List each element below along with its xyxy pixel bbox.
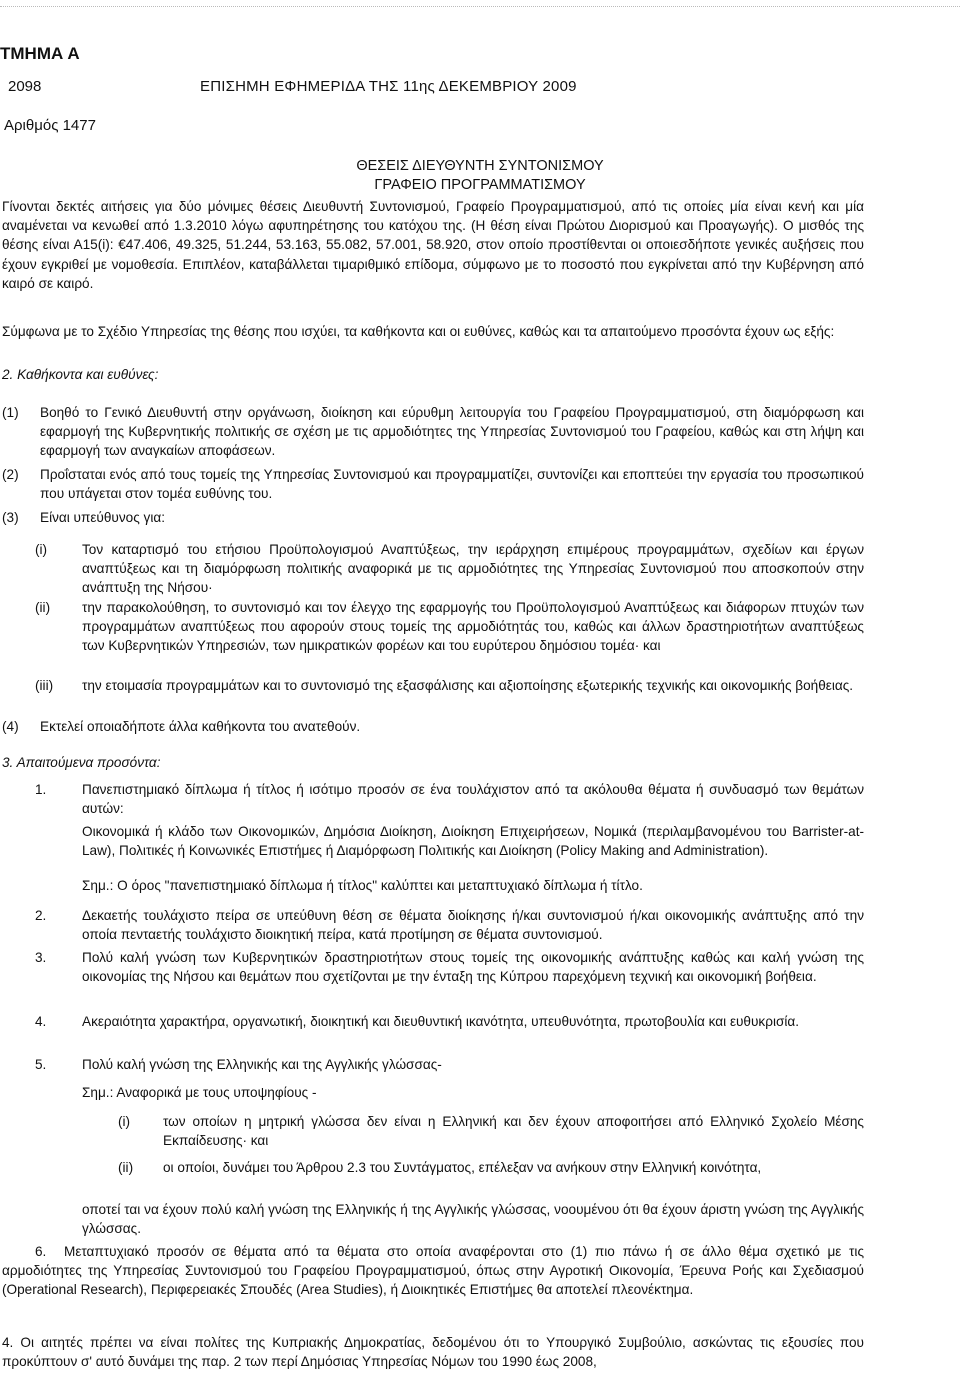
paragraph-4: 4. Οι αιτητές πρέπει να είναι πολίτες της Κυπριακής Δημοκρατίας, δεδομένου ότι το Υπουργικό Συμβούλιο, ασκώντας τις εξουσίες που προκύπτουν σ' αυτό δυνάμει της παρ. 2 των περί Δημόσιας Υπηρεσίας Νόμων του 1990 έως 2008, bbox=[2, 1335, 864, 1370]
intro-paragraph-2: Σύμφωνα με το Σχέδιο Υπηρεσίας της θέσης που ισχύει, τα καθήκοντα και οι ευθύνες, καθώς και τα απαιτούμενο προσόντα έχουν ως εξής: bbox=[2, 324, 835, 339]
subitem-text: των οποίων η μητρική γλώσσα δεν είναι η Ελληνική και δεν έχουν αποφοιτήσει από Ελληνικό Σχολείο Μέσης Εκπαίδευσης· και bbox=[163, 1114, 864, 1149]
subitem-text: την παρακολούθηση, το συντονισμό και τον έλεγχο της εφαρμογής του Προϋπολογισμού Αναπτύξεως και διάφορων πτυχών των προγραμμάτων αναπτύξεως που αφορούν στους τομείς της αρμοδιότητάς του, καθώς και άλλων δραστηριοτήτων αναπτύξεως των Κυβερνητικών Υπηρεσιών, των ημικρατικών φορέων και του ευρύτερου δημόσιου τομέα· και bbox=[82, 600, 864, 654]
qualification-text: Δεκαετής τουλάχιστο πείρα σε υπεύθυνη θέση σε θέματα διοίκησης ή/και συντονισμού ή/και οικονομικής ανάπτυξης από την οποία πενταετής τουλάχιστο διοικητική πείρα, κατά προτίμηση σε θέματα συντονισμού. bbox=[82, 908, 864, 943]
duty-text: Είναι υπεύθυνος για: bbox=[40, 510, 165, 525]
heading-line-2: ΓΡΑΦΕΙΟ ΠΡΟΓΡΑΜΜΑΤΙΣΜΟΥ bbox=[374, 177, 586, 193]
section-title: ΤΜΗΜΑ Α bbox=[0, 44, 80, 63]
heading-line-1: ΘΕΣΕΙΣ ΔΙΕΥΘΥΝΤΗ ΣΥΝΤΟΝΙΣΜΟΥ bbox=[356, 158, 604, 174]
qualification-number: 2. bbox=[35, 908, 47, 923]
subitem-number: (ii) bbox=[35, 600, 51, 615]
intro-paragraph-1: Γίνονται δεκτές αιτήσεις για δύο μόνιμες θέσεις Διευθυντή Συντονισμού, Γραφείο Προγραμματισμού, από τις οποίες μία είναι κενή και μία αναμένεται να κενωθεί από 1.3.2010 λόγω αφυπηρέτησης του κατόχου της. (Η θέση είναι Πρώτου Διορισμού και Προαγωγής). Ο μισθός της θέσης είναι Α15(i): €47.406, 49.325, 51.244, 53.163, 55.082, 57.001, 58.920, στον οποίο προστίθενται οι οποιεσδήποτε γενικές αυξήσεις που έχουν εγκριθεί με νομοθεσία. Επιπλέον, καταβάλλεται τιμαριθμικό επίδομα, σύμφωνο με το ποσοστό που εγκρίνεται από την Κυβέρνηση από καιρό σε καιρό. bbox=[2, 199, 864, 291]
subitem-number: (iii) bbox=[35, 678, 54, 693]
qualification-number: 5. bbox=[35, 1057, 47, 1072]
duties-heading: 2. Καθήκοντα και ευθύνες: bbox=[2, 367, 159, 382]
qualification-text: Πολύ καλή γνώση της Ελληνικής και της Αγγλικής γλώσσας- bbox=[82, 1057, 442, 1072]
duty-text: Βοηθό το Γενικό Διευθυντή στην οργάνωση, διοίκηση και εύρυθμη λειτουργία του Γραφείου Προγραμματισμού, στη διαμόρφωση και εφαρμογή της Κυβερνητικής πολιτικής σε σχέση με τις αρμοδιότητες της Υπηρεσίας Συντονισμού του Γραφείου, καθώς και στη λήψη και εφαρμογή των αναγκαίων αποφάσεων. bbox=[40, 405, 864, 459]
subitem-number: (i) bbox=[118, 1114, 131, 1129]
qualification-text: Πολύ καλή γνώση των Κυβερνητικών δραστηριοτήτων στους τομείς της οικονομικής ανάπτυξης καθώς και καλή γνώση της οικονομίας της Νήσου και θεμάτων που σχετίζονται με την ένταξη της Κύπρου παρεχόμενη τεχνική και οικονομική βοήθεια. bbox=[82, 950, 864, 985]
qualification-note: Σημ.: Ο όρος "πανεπιστημιακό δίπλωμα ή τίτλος" καλύπτει και μεταπτυχιακό δίπλωμα ή τίτλο. bbox=[82, 878, 643, 893]
qualification-number: 3. bbox=[35, 950, 47, 965]
subitem-number: (ii) bbox=[118, 1160, 134, 1175]
qualification-text: Ακεραιότητα χαρακτήρα, οργανωτική, διοικητική και διευθυντική ικανότητα, υπευθυνότητα, πρωτοβουλία και ευθυκρισία. bbox=[82, 1014, 800, 1029]
duty-number: (3) bbox=[2, 510, 19, 525]
subitem-text: οι οποίοι, δυνάμει του Άρθρου 2.3 του Συντάγματος, επέλεξαν να ανήκουν στην Ελληνική κοινότητα, bbox=[163, 1160, 762, 1175]
duty-number: (4) bbox=[2, 719, 19, 734]
duty-number: (1) bbox=[2, 405, 19, 420]
qualification-number: 4. bbox=[35, 1014, 47, 1029]
subitem-text: Τον καταρτισμό του ετήσιου Προϋπολογισμού Αναπτύξεως, την ιεράρχηση επιμέρους προγραμμάτων, σχεδίων και έργων αναπτύξεως και τη διαμόρφωση πολιτικής αναφορικά με τις αρμοδιότητες της Υπηρεσίας Συντονισμού που αποσκοπούν στην ανάπτυξη της Νήσου· bbox=[82, 542, 864, 596]
qualification-number: 1. bbox=[35, 782, 47, 797]
duty-number: (2) bbox=[2, 467, 19, 482]
top-rule bbox=[0, 0, 960, 7]
qualification-number: 6. bbox=[35, 1244, 47, 1259]
subitem-text: την ετοιμασία προγραμμάτων και το συντονισμό της εξασφάλισης και αξιοποίησης εξωτερικής τεχνικής και οικονομικής βοήθειας. bbox=[82, 678, 854, 693]
gazette-title: ΕΠΙΣΗΜΗ ΕΦΗΜΕΡΙΔΑ ΤΗΣ 11ης ΔΕΚΕΜΒΡΙΟΥ 2009 bbox=[200, 78, 577, 95]
qualification-text: Μεταπτυχιακό προσόν σε θέματα από τα θέματα στο οποία αναφέρονται στο (1) πιο πάνω ή σε άλλο θέμα σχετικό με τις αρμοδιότητες της Υπηρεσίας Συντονισμού του Γραφείου Προγραμματισμού, όπως στην Αγροτική Οικονομία, Έρευνα Ροής και Σχεδιασμού (Operational Research), Περιφερειακές Σπουδές (Area Studies), ή Διοικητικές Επιστήμες θα αποτελεί πλεονέκτημα. bbox=[2, 1244, 864, 1298]
subitem-number: (i) bbox=[35, 542, 48, 557]
qualifications-heading: 3. Απαιτούμενα προσόντα: bbox=[2, 755, 161, 770]
duty-text: Εκτελεί οποιαδήποτε άλλα καθήκοντα του ανατεθούν. bbox=[40, 719, 361, 734]
page-number: 2098 bbox=[8, 78, 42, 95]
notice-number: Αριθμός 1477 bbox=[4, 117, 96, 134]
qualification-note: Σημ.: Αναφορικά με τους υποψηφίους - bbox=[82, 1085, 317, 1100]
qualification-text: Πανεπιστημιακό δίπλωμα ή τίτλος ή ισότιμο προσόν σε ένα τουλάχιστον από τα ακόλουθα θέματα ή συνδυασμό των θεμάτων αυτών: bbox=[82, 782, 864, 817]
duty-text: Προΐσταται ενός από τους τομείς της Υπηρεσίας Συντονισμού και προγραμματίζει, συντονίζει και εποπτεύει την εργασία του προσωπικού που υπάγεται στον τομέα ευθύνης του. bbox=[40, 467, 864, 502]
qualification-fields: Οικονομικά ή κλάδο των Οικονομικών, Δημόσια Διοίκηση, Διοίκηση Επιχειρήσεων, Νομικά (περιλαμβανομένου του Barrister-at-Law), Πολιτικές ή Κοινωνικές Επιστήμες ή Διαμόρφωση Πολιτικής και Διοίκηση (Policy Making and Administration). bbox=[82, 824, 864, 859]
qualification-tail: οποτεί ται να έχουν πολύ καλή γνώση της Ελληνικής ή της Αγγλικής γλώσσας, νοουμένου ότι θα έχουν άριστη γνώση της Αγγλικής γλώσσας. bbox=[82, 1202, 864, 1237]
